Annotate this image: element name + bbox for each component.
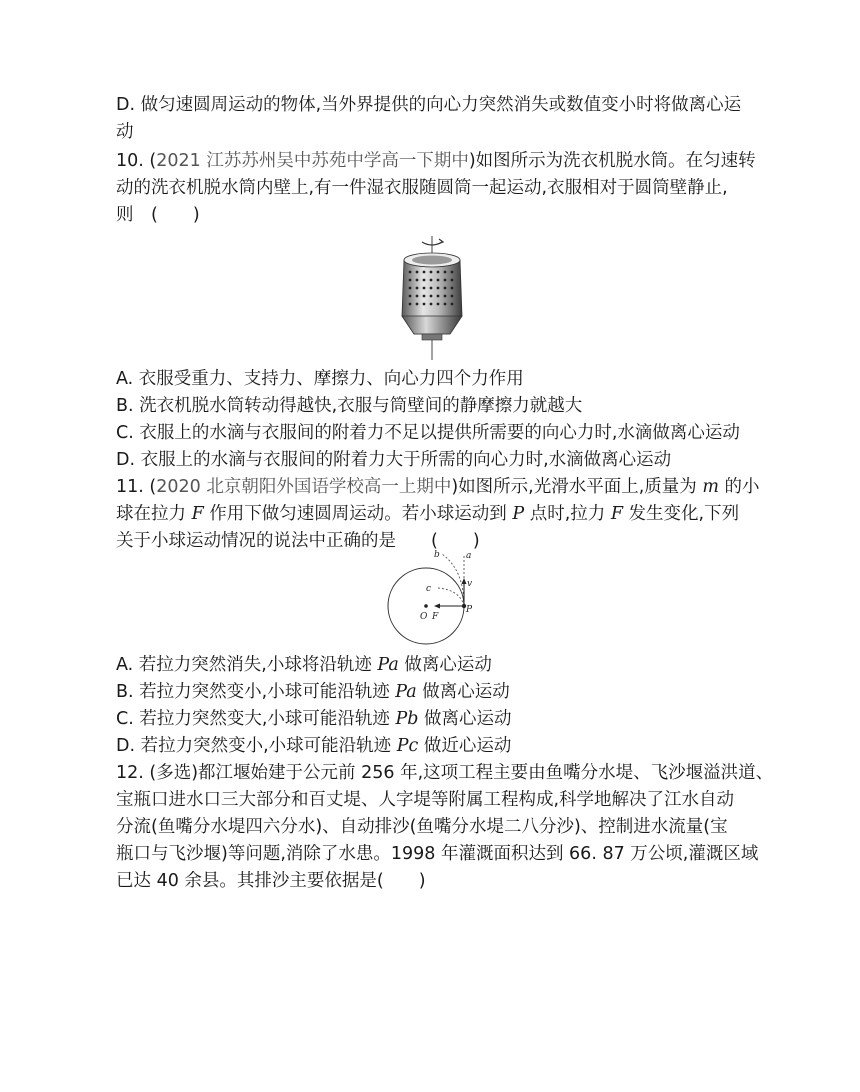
spin-drum-figure bbox=[392, 236, 472, 360]
label-c: c bbox=[426, 584, 432, 594]
q10-stem-text: )如图所示为洗衣机脱水筒。在匀速转 bbox=[468, 151, 756, 171]
q11-option-a bbox=[116, 652, 492, 679]
option-text: B. 若拉力突然变小,小球可能沿轨迹 bbox=[116, 682, 396, 702]
q11-option-b bbox=[116, 679, 510, 706]
q9-option-d-line1: D. 做匀速圆周运动的物体,当外界提供的向心力突然消失或数值变小时将做离心运 bbox=[116, 95, 742, 115]
q11-stem-text: 发生变化,下列 bbox=[622, 504, 740, 524]
label-a: a bbox=[466, 551, 472, 561]
q11-var-f: F bbox=[191, 504, 204, 524]
q11-var-f: F bbox=[610, 504, 623, 524]
option-text: C. 若拉力突然变大,小球可能沿轨迹 bbox=[116, 709, 396, 729]
q11-option-c bbox=[116, 706, 512, 733]
label-f: F bbox=[432, 612, 439, 622]
q10-option-b: B. 洗衣机脱水筒转动得越快,衣服与筒壁间的静摩擦力就越大 bbox=[116, 396, 583, 416]
q12-stem-line2: 宝瓶口进水口三大部分和百丈堤、人字堤等附属工程构成,科学地解决了江水自动 bbox=[116, 790, 735, 810]
q10-source: 2021 江苏苏州吴中苏苑中学高一下期中 bbox=[156, 151, 469, 171]
q10-stem-line2: 动的洗衣机脱水筒内壁上,有一件湿衣服随圆筒一起运动,衣服相对于圆筒壁静止, bbox=[116, 178, 728, 198]
q11-stem-line1 bbox=[116, 474, 760, 501]
option-text: A. 若拉力突然消失,小球将沿轨迹 bbox=[116, 655, 378, 675]
q11-stem-text: 的小 bbox=[718, 477, 760, 497]
q11-stem-text: 点时,拉力 bbox=[524, 504, 611, 524]
q10-number: 10. ( bbox=[116, 151, 157, 171]
circular-motion-figure bbox=[380, 548, 490, 648]
q11-option-d bbox=[116, 733, 511, 760]
q12-stem-line5: 已达 40 余县。其排沙主要依据是( ) bbox=[116, 871, 426, 891]
q10-option-a: A. 衣服受重力、支持力、摩擦力、向心力四个力作用 bbox=[116, 369, 524, 389]
trajectory-label: Pb bbox=[395, 709, 419, 729]
option-text: 做离心运动 bbox=[416, 682, 510, 702]
q10-option-c: C. 衣服上的水滴与衣服间的附着力不足以提供所需要的向心力时,水滴做离心运动 bbox=[116, 423, 740, 443]
q11-stem-text: )如图所示,光滑水平面上,质量为 bbox=[451, 477, 703, 497]
q11-number: 11. ( bbox=[116, 477, 157, 497]
label-v: v bbox=[467, 579, 473, 589]
q11-stem-line3: 关于小球运动情况的说法中正确的是 ( ) bbox=[116, 531, 480, 551]
q11-stem-text: 球在拉力 bbox=[116, 504, 192, 524]
option-text: 做离心运动 bbox=[398, 655, 492, 675]
q11-source: 2020 北京朝阳外国语学校高一上期中 bbox=[156, 477, 452, 497]
label-p: P bbox=[466, 605, 473, 615]
q12-stem-line4: 瓶口与飞沙堰)等问题,消除了水患。1998 年灌溉面积达到 66. 87 万公顷,灌溉区域 bbox=[116, 844, 759, 864]
option-text: 做离心运动 bbox=[418, 709, 512, 729]
q11-stem-text: 作用下做匀速圆周运动。若小球运动到 bbox=[203, 504, 513, 524]
option-text: D. 若拉力突然变小,小球可能沿轨迹 bbox=[116, 736, 397, 756]
q9-option-d-line2: 动 bbox=[116, 122, 134, 142]
q10-stem-line3: 则 ( ) bbox=[116, 205, 200, 225]
trajectory-label: Pa bbox=[395, 682, 417, 702]
q12-stem-line1: 12. (多选)都江堰始建于公元前 256 年,这项工程主要由鱼嘴分水堤、飞沙堰溢洪道、 bbox=[116, 763, 774, 783]
q11-stem-line2 bbox=[116, 501, 739, 528]
label-b: b bbox=[434, 550, 440, 560]
q11-var-p: P bbox=[512, 504, 525, 524]
q10-stem-line1 bbox=[116, 148, 756, 175]
trajectory-label: Pa bbox=[377, 655, 399, 675]
q10-option-d: D. 衣服上的水滴与衣服间的附着力大于所需的向心力时,水滴做离心运动 bbox=[116, 450, 672, 470]
trajectory-label: Pc bbox=[396, 736, 419, 756]
q11-var-m: m bbox=[702, 477, 719, 497]
option-text: 做近心运动 bbox=[418, 736, 512, 756]
label-o: O bbox=[420, 612, 428, 622]
q12-stem-line3: 分流(鱼嘴分水堤四六分水)、自动排沙(鱼嘴分水堤二八分沙)、控制进水流量(宝 bbox=[116, 817, 728, 837]
